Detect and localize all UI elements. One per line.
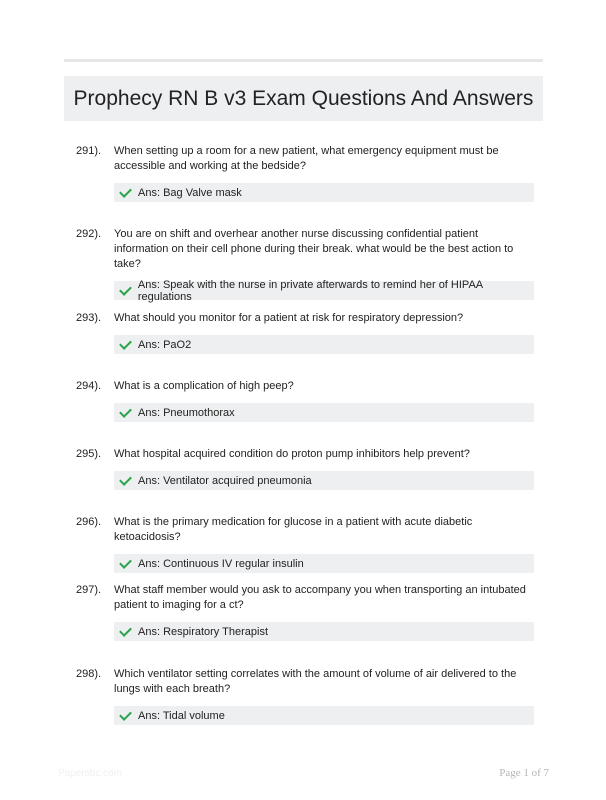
question-text: What hospital acquired condition do proton pump inhibitors help prevent? bbox=[114, 448, 470, 460]
qa-item-291 bbox=[64, 144, 543, 202]
answer-box bbox=[114, 278, 534, 303]
qa-item-296 bbox=[64, 515, 543, 573]
answer-box bbox=[114, 622, 534, 641]
question-text: When setting up a room for a new patient, what emergency equipment must be accessible and working at the bedside? bbox=[114, 145, 499, 172]
question-text: What staff member would you ask to accompany you when transporting an intubated patient to imaging for a ct? bbox=[114, 584, 526, 611]
question-number: 295). bbox=[76, 448, 102, 460]
page-title: Prophecy RN B v3 Exam Questions And Answers bbox=[73, 86, 534, 110]
question-text: You are on shift and overhear another nurse discussing confidential patient information on their cell phone during their break. what would be the best action to take? bbox=[114, 228, 514, 270]
question-number: 297). bbox=[76, 584, 102, 596]
qa-item-294 bbox=[64, 379, 543, 422]
top-divider bbox=[64, 59, 543, 62]
qa-item-295 bbox=[64, 447, 543, 490]
question-text: What should you monitor for a patient at risk for respiratory depression? bbox=[114, 312, 464, 324]
footer-watermark: Papersbc.com bbox=[58, 768, 122, 779]
question-number: 292). bbox=[76, 228, 102, 240]
question-text: Which ventilator setting correlates with the amount of volume of air delivered to the lungs with each breath? bbox=[114, 668, 517, 695]
answer-text: Ans: Pneumothorax bbox=[138, 406, 235, 419]
qa-item-293 bbox=[64, 311, 543, 354]
question-number: 294). bbox=[76, 380, 102, 392]
checkmark-icon bbox=[119, 185, 132, 198]
answer-box bbox=[114, 554, 534, 573]
answer-box bbox=[114, 403, 534, 422]
answer-text: Ans: Bag Valve mask bbox=[138, 186, 242, 199]
checkmark-icon bbox=[119, 556, 132, 569]
checkmark-icon bbox=[119, 473, 132, 486]
page-number: Page 1 of 7 bbox=[499, 767, 549, 779]
answer-box bbox=[114, 183, 534, 202]
question-text: What is a complication of high peep? bbox=[114, 380, 294, 392]
checkmark-icon bbox=[119, 283, 132, 296]
answer-text: Ans: Tidal volume bbox=[138, 709, 225, 722]
question-number: 291). bbox=[76, 145, 102, 157]
answer-box bbox=[114, 706, 534, 725]
question-text: What is the primary medication for glucose in a patient with acute diabetic ketoacidosis? bbox=[114, 516, 473, 543]
answer-box bbox=[114, 471, 534, 490]
checkmark-icon bbox=[119, 708, 132, 721]
question-number: 296). bbox=[76, 516, 102, 528]
title-banner bbox=[64, 76, 543, 121]
qa-item-298 bbox=[64, 667, 543, 725]
answer-text: Ans: PaO2 bbox=[138, 338, 192, 351]
checkmark-icon bbox=[119, 337, 132, 350]
answer-box bbox=[114, 335, 534, 354]
question-number: 293). bbox=[76, 312, 102, 324]
question-number: 298). bbox=[76, 668, 102, 680]
answer-text: Ans: Speak with the nurse in private afterwards to remind her of HIPAA regulations bbox=[137, 278, 483, 303]
qa-item-292 bbox=[64, 227, 543, 303]
checkmark-icon bbox=[119, 624, 132, 637]
qa-item-297 bbox=[64, 583, 543, 641]
answer-text: Ans: Continuous IV regular insulin bbox=[138, 557, 304, 570]
answer-text: Ans: Ventilator acquired pneumonia bbox=[138, 474, 312, 487]
answer-text: Ans: Respiratory Therapist bbox=[138, 625, 269, 638]
checkmark-icon bbox=[119, 405, 132, 418]
